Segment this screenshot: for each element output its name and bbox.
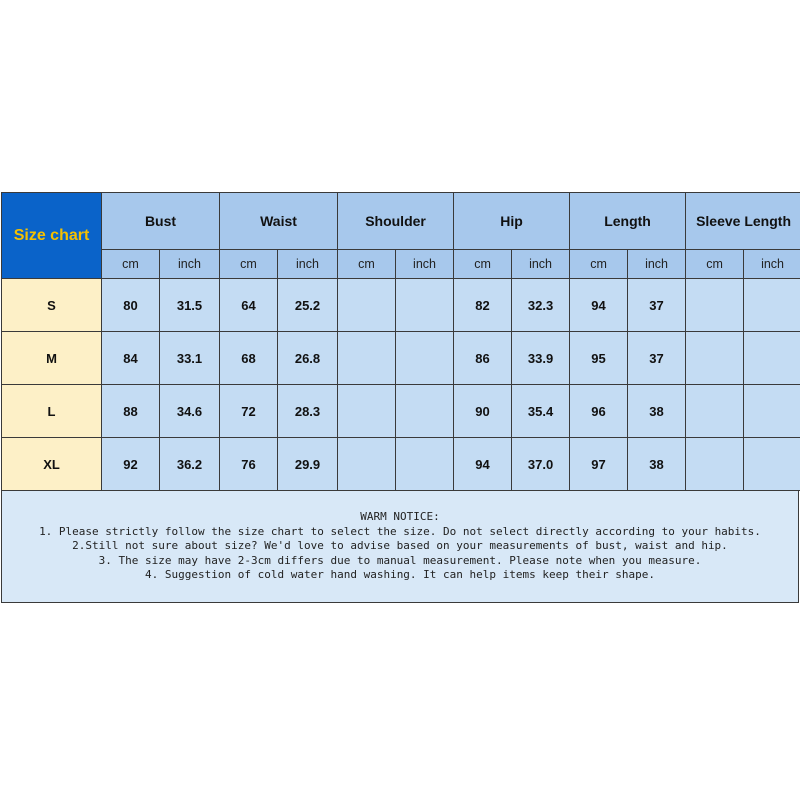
size-label: M xyxy=(2,332,102,385)
measurement-cell: 33.9 xyxy=(512,332,570,385)
measurement-cell: 88 xyxy=(102,385,160,438)
measurement-cell: 33.1 xyxy=(160,332,220,385)
measurement-cell xyxy=(744,438,800,491)
measurement-cell: 37.0 xyxy=(512,438,570,491)
size-row xyxy=(2,332,800,385)
measurement-cell: 84 xyxy=(102,332,160,385)
measurement-cell xyxy=(686,279,744,332)
notice-line: 3. The size may have 2-3cm differs due to manual measurement. Please note when you measure. xyxy=(98,553,702,567)
header-sleeve-length: Sleeve Length xyxy=(686,193,800,250)
measurement-cell: 28.3 xyxy=(278,385,338,438)
measurement-cell xyxy=(396,332,454,385)
size-label: L xyxy=(2,385,102,438)
header-length: Length xyxy=(570,193,686,250)
measurement-cell xyxy=(744,385,800,438)
measurement-cell: 95 xyxy=(570,332,628,385)
size-row xyxy=(2,279,800,332)
measurement-cell: 76 xyxy=(220,438,278,491)
measurement-cell: 86 xyxy=(454,332,512,385)
measurement-cell: 37 xyxy=(628,332,686,385)
measurement-cell xyxy=(686,332,744,385)
header-shoulder: Shoulder xyxy=(338,193,454,250)
notice-title: WARM NOTICE: xyxy=(360,510,440,524)
measurement-cell: 94 xyxy=(570,279,628,332)
measurement-cell: 90 xyxy=(454,385,512,438)
measurement-cell: 25.2 xyxy=(278,279,338,332)
measurement-cell xyxy=(396,279,454,332)
measurement-cell: 38 xyxy=(628,385,686,438)
measurement-cell: 64 xyxy=(220,279,278,332)
measurement-cell: 29.9 xyxy=(278,438,338,491)
measurement-cell: 37 xyxy=(628,279,686,332)
measurement-cell: 35.4 xyxy=(512,385,570,438)
unit-label-inch: inch xyxy=(278,250,338,279)
measurement-cell: 26.8 xyxy=(278,332,338,385)
measurement-cell: 97 xyxy=(570,438,628,491)
unit-label-inch: inch xyxy=(628,250,686,279)
measurement-cell xyxy=(686,385,744,438)
warm-notice xyxy=(1,491,799,603)
measurement-cell: 94 xyxy=(454,438,512,491)
unit-label-inch: inch xyxy=(512,250,570,279)
measurement-cell: 68 xyxy=(220,332,278,385)
measurement-cell: 72 xyxy=(220,385,278,438)
measurement-cell xyxy=(338,279,396,332)
notice-line: 2.Still not sure about size? We'd love to advise based on your measurements of bust, waist and hip. xyxy=(72,539,728,553)
measurement-cell xyxy=(396,438,454,491)
measurement-cell: 80 xyxy=(102,279,160,332)
size-row xyxy=(2,385,800,438)
size-chart-title: Size chart xyxy=(2,193,102,279)
unit-label-cm: cm xyxy=(686,250,744,279)
unit-label-inch: inch xyxy=(160,250,220,279)
measurement-cell xyxy=(338,385,396,438)
unit-label-cm: cm xyxy=(454,250,512,279)
measurement-cell: 32.3 xyxy=(512,279,570,332)
size-row xyxy=(2,438,800,491)
measurement-cell: 31.5 xyxy=(160,279,220,332)
unit-label-cm: cm xyxy=(220,250,278,279)
unit-row xyxy=(2,250,800,279)
notice-line: 4. Suggestion of cold water hand washing. It can help items keep their shape. xyxy=(145,568,655,582)
unit-label-cm: cm xyxy=(570,250,628,279)
size-label: XL xyxy=(2,438,102,491)
measurement-cell xyxy=(396,385,454,438)
measurement-cell: 38 xyxy=(628,438,686,491)
measurement-cell xyxy=(686,438,744,491)
unit-label-inch: inch xyxy=(744,250,800,279)
measurement-cell: 34.6 xyxy=(160,385,220,438)
size-chart xyxy=(1,192,799,603)
measurement-cell xyxy=(744,332,800,385)
measurement-cell: 36.2 xyxy=(160,438,220,491)
measurement-cell: 82 xyxy=(454,279,512,332)
size-label: S xyxy=(2,279,102,332)
measurement-cell xyxy=(338,332,396,385)
header-bust: Bust xyxy=(102,193,220,250)
header-row xyxy=(2,193,800,250)
size-chart-table xyxy=(1,192,800,491)
header-waist: Waist xyxy=(220,193,338,250)
measurement-cell: 92 xyxy=(102,438,160,491)
unit-label-cm: cm xyxy=(102,250,160,279)
unit-label-cm: cm xyxy=(338,250,396,279)
header-hip: Hip xyxy=(454,193,570,250)
notice-line: 1. Please strictly follow the size chart to select the size. Do not select directly according to your habits. xyxy=(39,524,761,538)
measurement-cell: 96 xyxy=(570,385,628,438)
unit-label-inch: inch xyxy=(396,250,454,279)
measurement-cell xyxy=(744,279,800,332)
measurement-cell xyxy=(338,438,396,491)
